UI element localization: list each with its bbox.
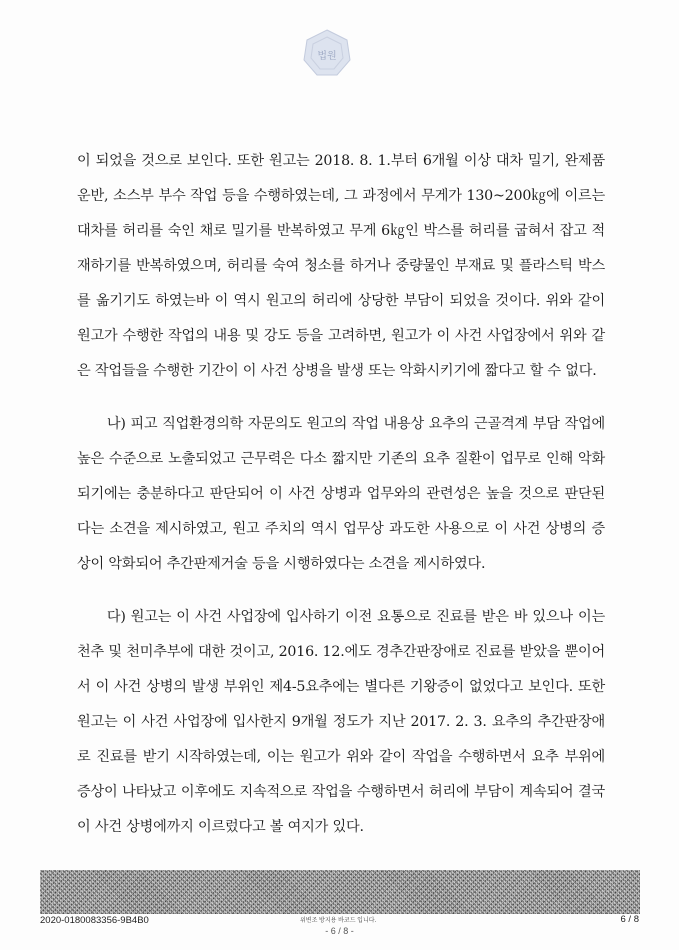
page-number-right: 6 / 8 [620, 914, 639, 925]
anti-forgery-barcode [40, 870, 640, 914]
paragraph-na: 나) 피고 직업환경의학 자문의도 원고의 작업 내용상 요추의 근골격계 부담 작업에 높은 수준으로 노출되었고 근무력은 다소 짧지만 기존의 요추 질환이 업무로 인해 악화되기에는 충분하다고 판단되어 이 사건 상병과 업무와의 관련성은 높을 것으로 판단된다는 소견을 제시하였고, 원고 주치의 역시 업무상 과도한 사용으로 이 사건 상병의 증상이 악화되어 추간판제거술 등을 시행하였다는 소견을 제시하였다. [77, 416, 605, 572]
document-id: 2020-0180083356-9B4B0 [40, 915, 149, 926]
court-seal-icon [302, 28, 352, 78]
document-body [77, 144, 605, 898]
seal-label: 법원 [317, 51, 337, 62]
paragraph-continuation: 이 되었을 것으로 보인다. 또한 원고는 2018. 8. 1.부터 6개월 이상 대차 밀기, 완제품 운반, 소스부 부수 작업 등을 수행하였는데, 그 과정에서 무게가 130~200㎏에 이르는 대차를 허리를 숙인 채로 밀기를 반복하였고 무게 6㎏인 박스를 허리를 굽혀서 잡고 적재하기를 반복하였으며, 허리를 숙여 청소를 하거나 중량물인 부재료 및 플라스틱 박스를 옮기기도 하였는바 이 역시 원고의 허리에 상당한 부담이 되었을 것이다. 위와 같이 원고가 수행한 작업의 내용 및 강도 등을 고려하면, 원고가 이 사건 사업장에서 위와 같은 작업들을 수행한 기간이 이 사건 상병을 발생 또는 악화시키기에 짧다고 할 수 없다. [77, 153, 605, 379]
paragraph-da: 다) 원고는 이 사건 사업장에 입사하기 이전 요통으로 진료를 받은 바 있으나 이는 천추 및 천미추부에 대한 것이고, 2016. 12.에도 경추간판장애로 진료를 받았을 뿐이어서 이 사건 상병의 발생 부위인 제4-5요추에는 별다른 기왕증이 없었다고 보인다. 또한 원고는 이 사건 사업장에 입사한지 9개월 정도가 지난 2017. 2. 3. 요추의 추간판장애로 진료를 받기 시작하였는데, 이는 원고가 위와 같이 작업을 수행하면서 요추 부위에 증상이 나타났고 이후에도 지속적으로 작업을 수행하면서 허리에 부담이 계속되어 결국 이 사건 상병에까지 이르렀다고 볼 여지가 있다. [77, 609, 605, 835]
page-number-center: - 6 / 8 - [325, 926, 354, 936]
barcode-note: 위변조 방지용 바코드 입니다. [300, 918, 377, 924]
